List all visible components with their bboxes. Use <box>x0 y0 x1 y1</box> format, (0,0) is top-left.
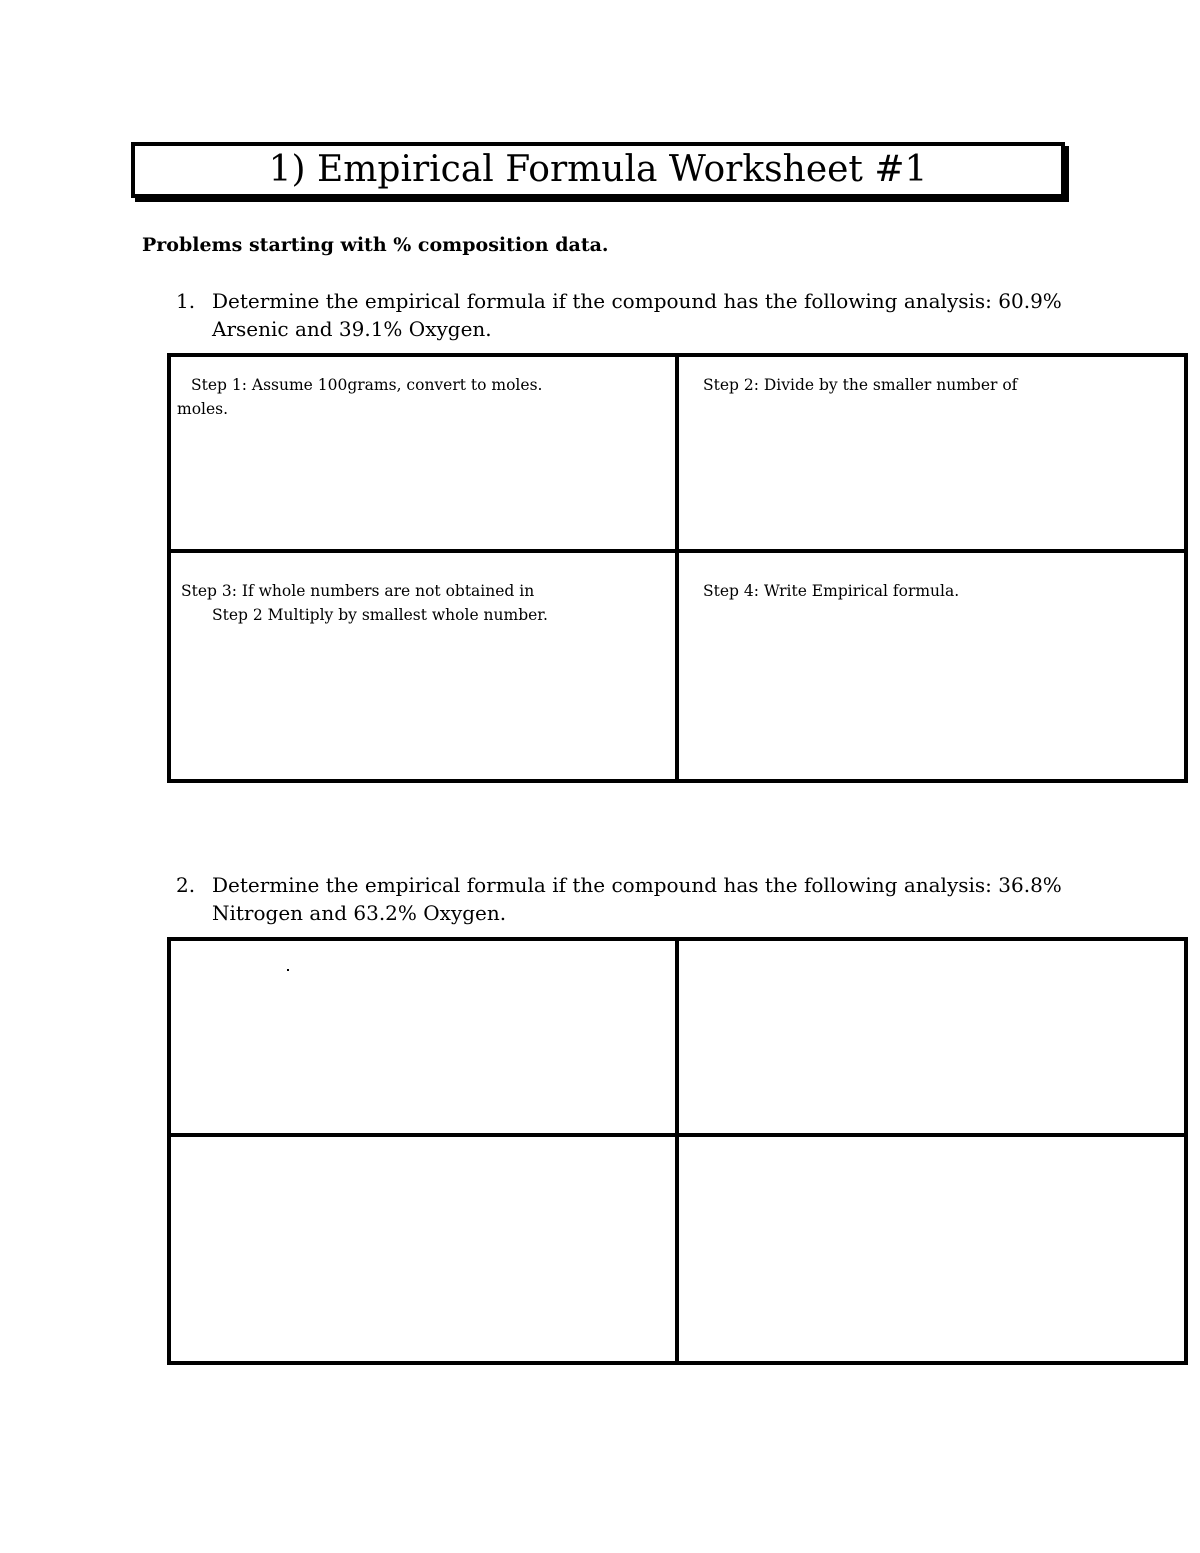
answer-cell-3[interactable] <box>171 1137 679 1361</box>
worksheet-title <box>131 142 1065 198</box>
question-2 <box>176 871 1076 927</box>
title-text: 1) Empirical Formula Worksheet #1 <box>268 149 928 190</box>
stray-mark <box>287 969 289 971</box>
question-text-line2: Arsenic and 39.1% Oxygen. <box>212 317 492 341</box>
answer-cell-1[interactable] <box>171 941 679 1137</box>
answer-grid-2 <box>167 937 1188 1365</box>
answer-cell-step2[interactable] <box>679 357 1184 553</box>
section-heading: Problems starting with % composition data. <box>142 234 609 256</box>
question-1 <box>176 287 1076 343</box>
step2-label: Step 2: Divide by the smaller number of <box>703 376 1018 394</box>
question-text-line2: Nitrogen and 63.2% Oxygen. <box>212 901 507 925</box>
answer-cell-step3[interactable] <box>171 553 679 779</box>
answer-cell-4[interactable] <box>679 1137 1184 1361</box>
question-text-line1: Determine the empirical formula if the compound has the following analysis: 36.8% <box>212 873 1062 897</box>
step3-label: Step 3: If whole numbers are not obtained in <box>181 582 535 600</box>
answer-cell-2[interactable] <box>679 941 1184 1137</box>
answer-cell-step4[interactable] <box>679 553 1184 779</box>
step1-label: Step 1: Assume 100grams, convert to moles. <box>191 376 543 394</box>
question-number: 2. <box>176 873 196 897</box>
answer-cell-step1[interactable] <box>171 357 679 553</box>
question-text-line1: Determine the empirical formula if the compound has the following analysis: 60.9% <box>212 289 1062 313</box>
step4-label: Step 4: Write Empirical formula. <box>703 582 960 600</box>
answer-grid-1 <box>167 353 1188 783</box>
question-number: 1. <box>176 289 196 313</box>
step1-label-continued: moles. <box>177 400 229 418</box>
step3-label-continued: Step 2 Multiply by smallest whole number. <box>212 606 548 624</box>
